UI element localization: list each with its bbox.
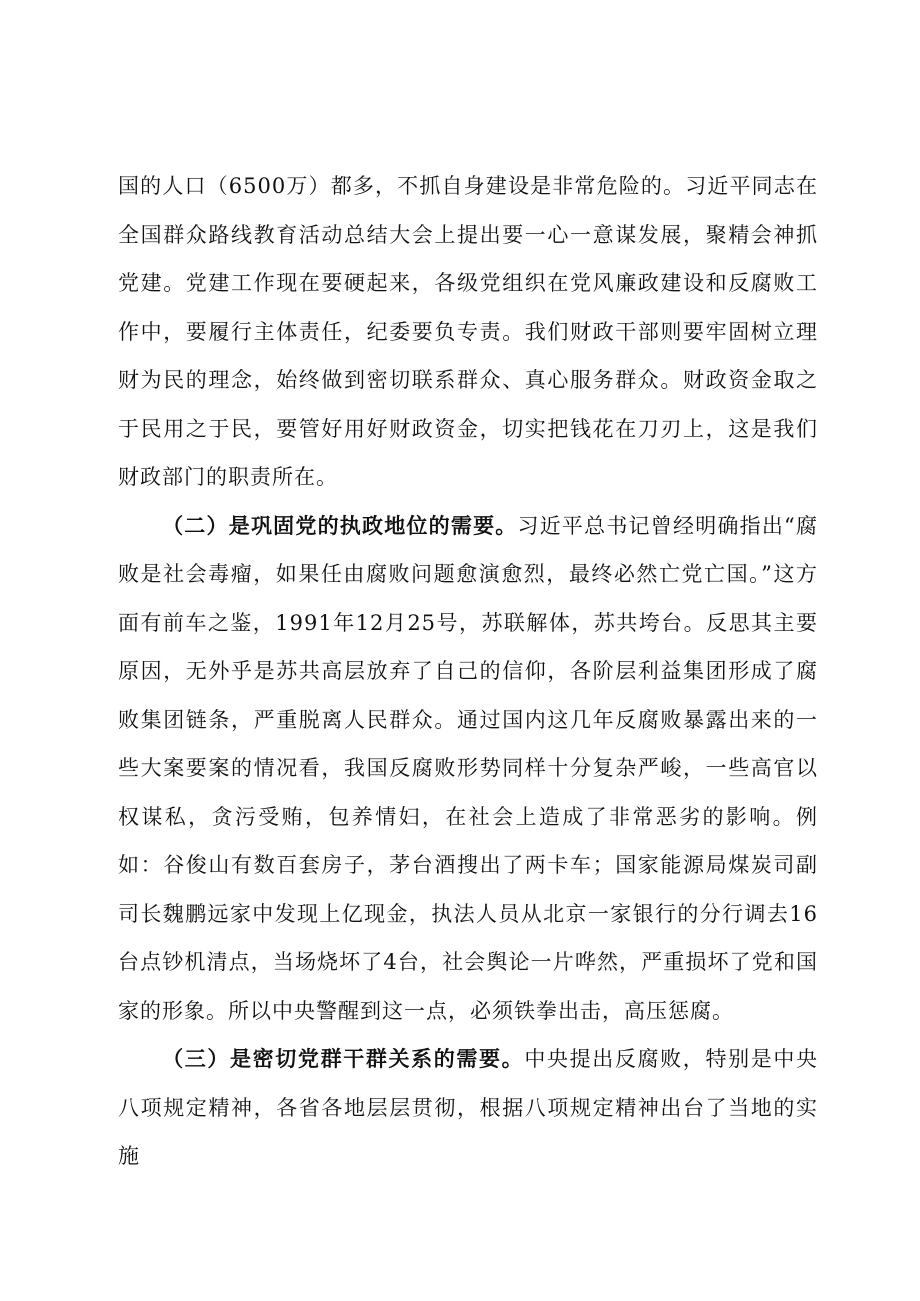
paragraph-1-text: 国的人口（6500万）都多，不抓自身建设是非常危险的。习近平同志在全国群众路线教育活动总结大会上提出要一心一意谋发展，聚精会神抓党建。党建工作现在要硬起来，各级党组织在党风廉政建设和反腐败工作中，要履行主体责任，纪委要负专责。我们财政干部则要牢固树立理财为民的理念，始终做到密切联系群众、真心服务群众。财政资金取之于民用之于民，要管好用好财政资金，切实把钱花在刀刃上，这是我们财政部门的职责所在。 xyxy=(118,174,818,489)
paragraph-1 xyxy=(118,162,818,502)
paragraph-2-text: 习近平总书记曾经明确指出“腐败是社会毒瘤，如果任由腐败问题愈演愈烈，最终必然亡党亡国。”这方面有前车之鉴，1991年12月25号，苏联解体，苏共垮台。反思其主要原因，无外乎是苏共高层放弃了自己的信仰，各阶层利益集团形成了腐败集团链条，严重脱离人民群众。通过国内这几年反腐败暴露出来的一些大案要案的情况看，我国反腐败形势同样十分复杂严峻，一些高官以权谋私，贪污受贿，包养情妇，在社会上造成了非常恶劣的影响。例如：谷俊山有数百套房子，茅台酒搜出了两卡车；国家能源局煤炭司副司长魏鹏远家中发现上亿现金，执法人员从北京一家银行的分行调去16台点钞机清点，当场烧坏了4台，社会舆论一片哗然，严重损坏了党和国家的形象。所以中央警醒到这一点，必须铁拳出击，高压惩腐。 xyxy=(118,513,818,1023)
paragraph-3-text: 中央提出反腐败，特别是中央八项规定精神，各省各地层层贯彻，根据八项规定精神出台了当地的实施 xyxy=(118,1047,819,1168)
paragraph-3 xyxy=(118,1035,818,1181)
section-heading-2: （二）是巩固党的执政地位的需要。 xyxy=(162,512,518,538)
paragraph-2 xyxy=(118,502,818,1036)
section-heading-3: （三）是密切党群干群关系的需要。 xyxy=(162,1046,525,1071)
document-page xyxy=(118,162,818,1181)
